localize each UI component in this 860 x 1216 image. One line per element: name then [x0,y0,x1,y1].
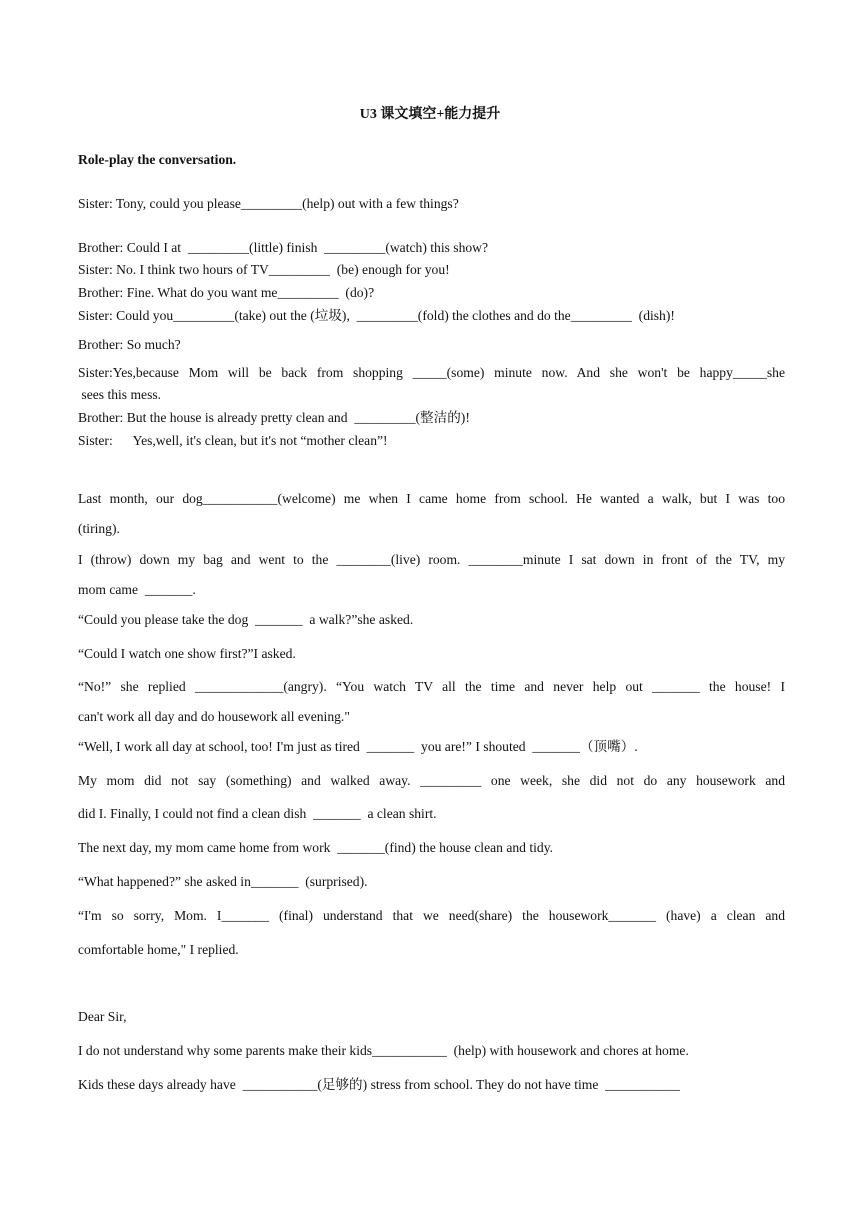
section-heading: Role-play the conversation. [78,152,237,167]
passage-line: did I. Finally, I could not find a clean dish _______ a clean shirt. [78,806,437,821]
passage-line: My mom did not say (something) and walked away. _________ one week, she did not do any housework and [78,773,785,788]
passage-line: Last month, our dog___________(welcome) me when I came home from school. He wanted a walk, but I was too [78,491,785,506]
dialogue-line: Brother: Could I at _________(little) finish _________(watch) this show? [78,240,489,255]
dialogue-line: Sister: Tony, could you please_________(help) out with a few things? [78,196,459,211]
dialogue-line: Brother: So much? [78,337,181,352]
letter-line: Dear Sir, [78,1009,127,1024]
page-title: U3 课文填空+能力提升 [359,107,501,122]
passage-line: comfortable home," I replied. [78,942,239,957]
dialogue-line: sees this mess. [78,387,162,402]
passage-line: “What happened?” she asked in_______ (surprised). [78,874,368,889]
dialogue-line: Sister: No. I think two hours of TV_________ (be) enough for you! [78,262,450,277]
passage-line: “I'm so sorry, Mom. I_______ (final) understand that we need(share) the housework_______ (have) a clean and [78,908,785,923]
dialogue-line: Sister: Yes,well, it's clean, but it's not “mother clean”! [78,433,388,448]
passage-line: can't work all day and do housework all evening." [78,709,350,724]
dialogue-line: Sister:Yes,because Mom will be back from shopping _____(some) minute now. And she won't be happy_____she [78,365,785,380]
letter-line: Kids these days already have ___________(足够的) stress from school. They do not have time ___________ [78,1077,680,1092]
passage-line: (tiring). [78,521,120,536]
dialogue-line: Brother: Fine. What do you want me_________ (do)? [78,285,375,300]
dialogue-line: Brother: But the house is already pretty clean and _________(整洁的)! [78,410,470,425]
passage-line: “No!” she replied _____________(angry). “You watch TV all the time and never help out _______ the house! I [78,679,785,694]
passage-line: “Could I watch one show first?”I asked. [78,646,296,661]
passage-line: I (throw) down my bag and went to the ________(live) room. ________minute I sat down in front of the TV, my [78,552,785,567]
passage-line: mom came _______. [78,582,196,597]
letter-line: I do not understand why some parents make their kids___________ (help) with housework and chores at home. [78,1043,689,1058]
passage-line: “Could you please take the dog _______ a walk?”she asked. [78,612,414,627]
passage-line: The next day, my mom came home from work _______(find) the house clean and tidy. [78,840,554,855]
passage-line: “Well, I work all day at school, too! I'm just as tired _______ you are!” I shouted _______（顶嘴）. [78,739,638,754]
dialogue-line: Sister: Could you_________(take) out the (垃圾), _________(fold) the clothes and do the_________ (dish)! [78,308,675,323]
